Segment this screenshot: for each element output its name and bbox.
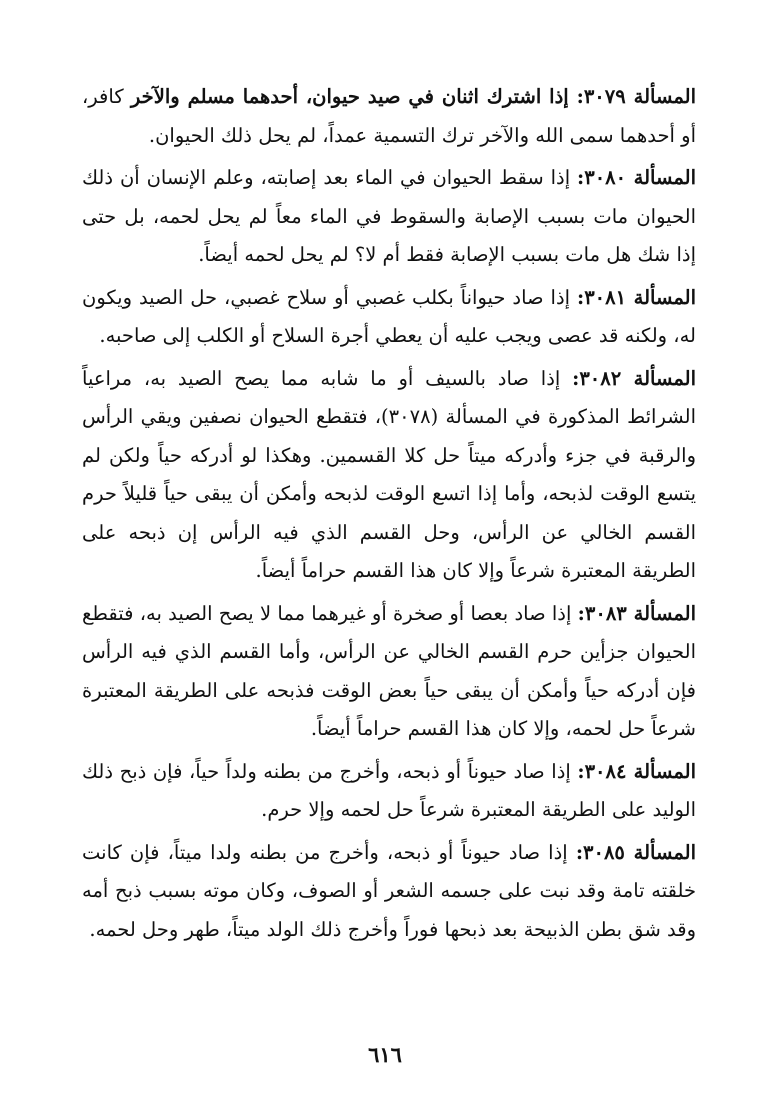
issue-3082-paragraph [82, 360, 696, 591]
issue-3079-paragraph [82, 78, 696, 155]
issue-3082-heading: المسألة ٣٠٨٢: [572, 366, 696, 390]
issue-3084-text: إذا صاد حيوناً أو ذبحه، وأخرج من بطنه ولداً حياً، فإن ذبح ذلك الوليد على الطريقة المعتبرة شرعاً حل لحمه وإلا حرم. [82, 759, 696, 821]
page-number: ٦١٦ [368, 1042, 402, 1067]
issue-3085-heading: المسألة ٣٠٨٥: [575, 840, 696, 864]
issue-3083-heading: المسألة ٣٠٨٣: [577, 601, 697, 625]
issue-3085-text: إذا صاد حيوناً أو ذبحه، وأخرج من بطنه ولدا ميتاً، فإن كانت خلقته تامة وقد نبت على جسمه الشعر أو الصوف، وكان موته بسبب ذبح أمه وقد شق بطن الذبيحة بعد ذبحها فوراً وأخرج ذلك الولد ميتاً، طهر وحل لحمه. [82, 840, 696, 941]
issue-3080-paragraph [82, 159, 696, 275]
issue-3083-text: إذا صاد بعصا أو صخرة أو غيرهما مما لا يصح الصيد به، فتقطع الحيوان جزأين حرم القسم الخالي عن الرأس، وأما القسم الذي فيه الرأس فإن أدركه حياً وأمكن أن يبقى حياً بعض الوقت فذبحه على الطريقة المعتبرة شرعاً حل لحمه، وإلا كان هذا القسم حراماً أيضاً. [82, 601, 696, 740]
issue-3080-text: إذا سقط الحيوان في الماء بعد إصابته، وعلم الإنسان أن ذلك الحيوان مات بسبب الإصابة والسقوط في الماء معاً لم يحل لحمه، بل حتى إذا شك هل مات بسبب الإصابة فقط أم لا؟ لم يحل لحمه أيضاً. [82, 166, 696, 266]
issue-3082-text: إذا صاد بالسيف أو ما شابه مما يصح الصيد به، مراعياً الشرائط المذكورة في المسألة (٣٠٧٨)، فتقطع الحيوان نصفين ويقي الرأس والرقبة في جزء وأدركه ميتاً حل كلا القسمين. وهكذا لو أدركه حياً ولكن لم يتسع الوقت لذبحه، وأما إذا اتسع الوقت لذبحه وأمكن أن يبقى حياً قليلاً حرم القسم الخالي عن الرأس، وحل القسم الذي فيه الرأس إن ذبحه على الطريقة المعتبرة شرعاً وإلا كان هذا القسم حراماً أيضاً. [82, 366, 696, 582]
issue-3081-text: إذا صاد حيواناً بكلب غصبي أو سلاح غصبي، حل الصيد ويكون له، ولكنه قد عصى ويجب عليه أن يعطي أجرة السلاح أو الكلب إلى صاحبه. [82, 285, 696, 347]
issue-3085-paragraph [82, 834, 696, 950]
issue-3081-heading: المسألة ٣٠٨١: [577, 285, 697, 309]
issue-3084-paragraph [82, 753, 696, 830]
issue-3084-heading: المسألة ٣٠٨٤: [577, 759, 696, 783]
issue-3080-heading: المسألة ٣٠٨٠: [577, 166, 696, 189]
issue-3081-paragraph [82, 279, 696, 356]
issue-3079-heading: المسألة ٣٠٧٩: إذا اشترك اثنان في صيد حيوان، أحدهما مسلم والآخر [130, 85, 696, 108]
issue-3079-text: كافر، أو أحدهما سمى الله والآخر ترك التسمية عمداً، لم يحل ذلك الحيوان. [82, 85, 696, 147]
issue-3083-paragraph [82, 595, 696, 749]
